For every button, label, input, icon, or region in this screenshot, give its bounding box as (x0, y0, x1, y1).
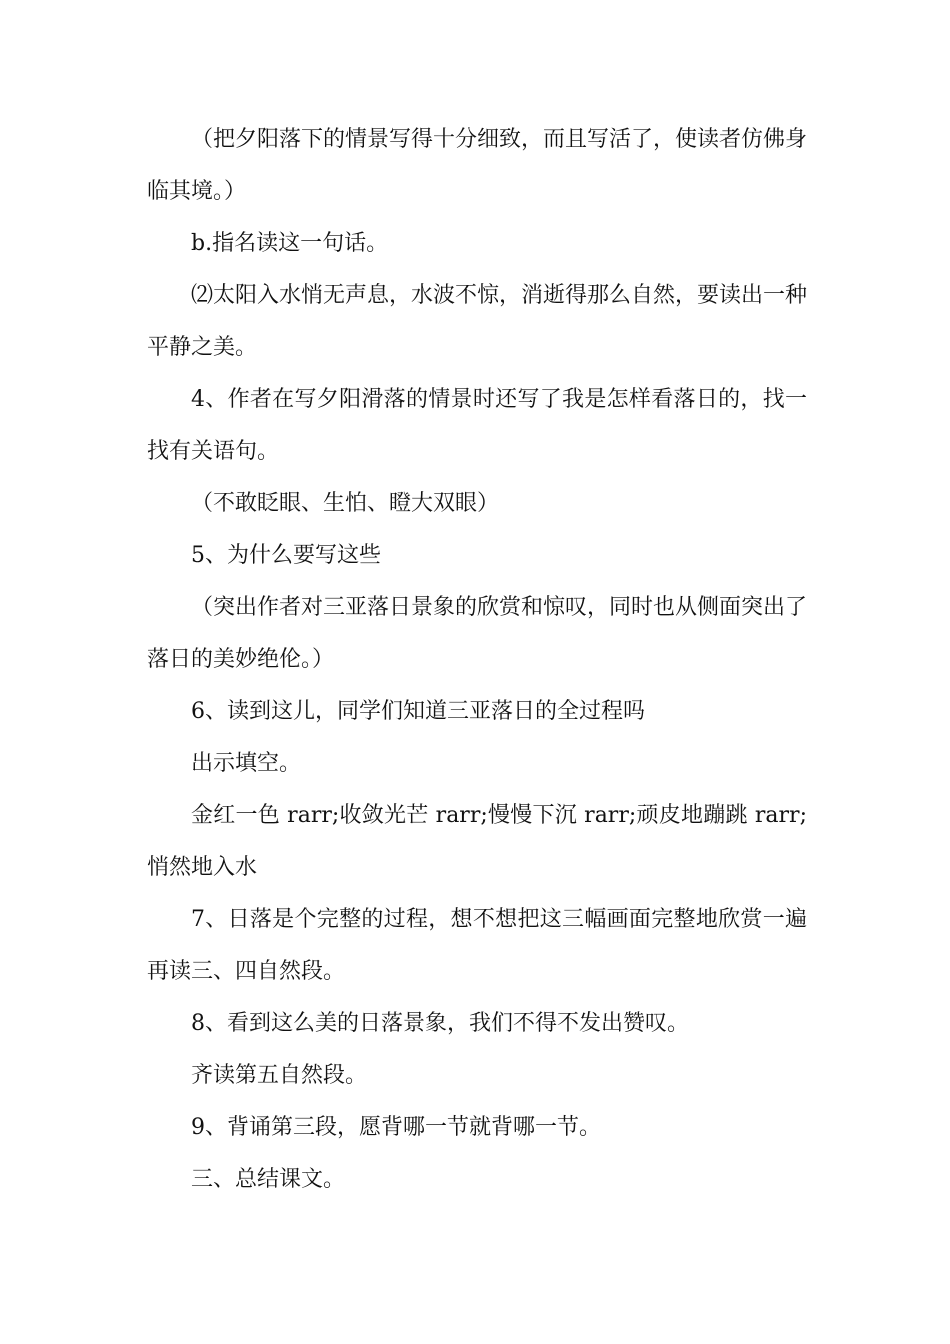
paragraph-sequence: 金红一色 rarr;收敛光芒 rarr;慢慢下沉 rarr;顽皮地蹦跳 rarr;悄然地入水 (147, 803, 807, 880)
paragraph-item-4: 4、作者在写夕阳滑落的情景时还写了我是怎样看落日的，找一找有关语句。 (147, 387, 807, 464)
paragraph-item-5: 5、为什么要写这些 (191, 543, 381, 568)
paragraph-item-7: 7、日落是个完整的过程，想不想把这三幅画面完整地欣赏一遍再读三、四自然段。 (147, 907, 807, 984)
section-heading-summary: 三、总结课文。 (191, 1167, 346, 1192)
paragraph-item-4-answer: （不敢眨眼、生怕、瞪大双眼） (191, 491, 500, 516)
paragraph-step-2: ⑵太阳入水悄无声息，水波不惊，消逝得那么自然，要读出一种平静之美。 (147, 283, 808, 360)
paragraph-item-6: 6、读到这儿，同学们知道三亚落日的全过程吗 (191, 699, 645, 724)
paragraph-step-b: b.指名读这一句话。 (191, 231, 389, 256)
paragraph-item-9: 9、背诵第三段，愿背哪一节就背哪一节。 (191, 1115, 601, 1140)
document-body (147, 114, 807, 1206)
paragraph-read-fifth: 齐读第五自然段。 (191, 1063, 368, 1088)
paragraph-summary-note: （把夕阳落下的情景写得十分细致，而且写活了，使读者仿佛身临其境。） (147, 127, 808, 204)
paragraph-item-8: 8、看到这么美的日落景象，我们不得不发出赞叹。 (191, 1011, 689, 1036)
paragraph-item-5-answer: （突出作者对三亚落日景象的欣赏和惊叹，同时也从侧面突出了落日的美妙绝伦。） (147, 595, 808, 672)
paragraph-fill-blank: 出示填空。 (191, 751, 302, 776)
